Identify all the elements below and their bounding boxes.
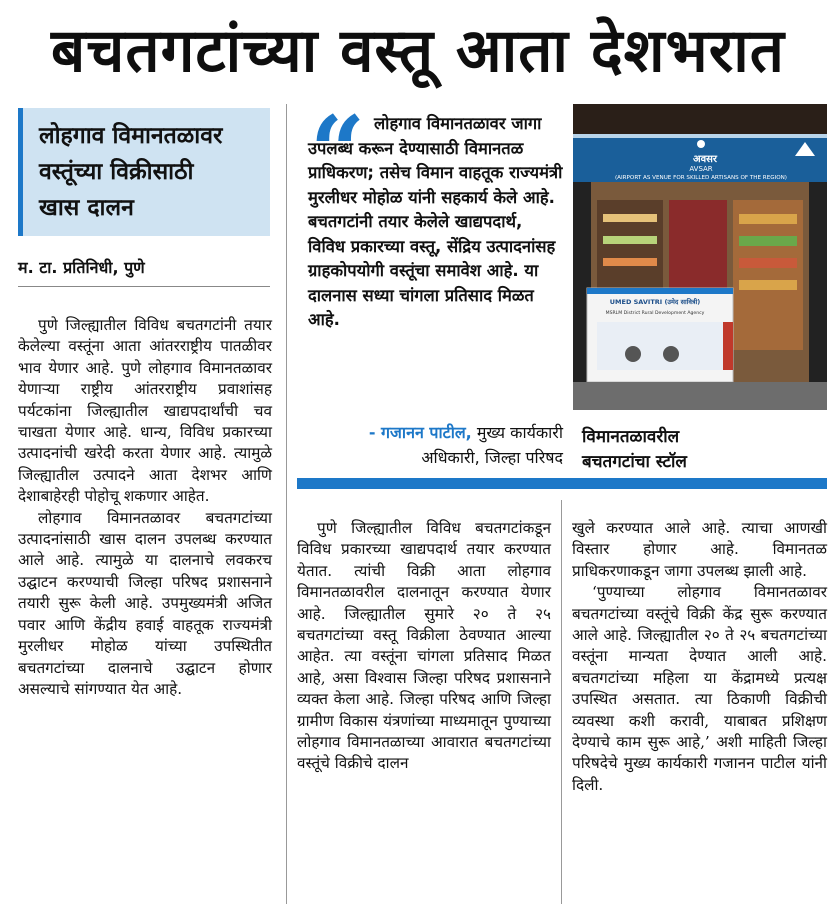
sign-brand: अवसर bbox=[692, 154, 718, 165]
photo-caption bbox=[582, 425, 827, 475]
quote-author: - गजानन पाटील, bbox=[368, 423, 472, 442]
paragraph: खुले करण्यात आले आहे. त्याचा आणखी विस्तार होणार आहे. विमानतळ प्राधिकरणाकडून जागा उपलब्ध झाली आहे. bbox=[572, 519, 827, 580]
subhead-line: खास दालन bbox=[39, 195, 134, 221]
headline: बचतगटांच्या वस्तू आता देशभरात bbox=[51, 16, 785, 86]
banner-sub: MSRLM District Rural Development Agency bbox=[605, 311, 705, 316]
sign-tagline: (AIRPORT AS VENUE FOR SKILLED ARTISANS OF THE REGION) bbox=[615, 175, 787, 181]
paragraph: ‘पुण्याच्या लोहगाव विमानतळावर बचतगटांच्या वस्तूंचे विक्री केंद्र सुरू करण्यात आले आहे. जिल्ह्यातील २० ते २५ बचतगटांच्या वस्तूंना मान्यता देण्यात आली आहे. बचतगटांच्या महिला या केंद्रामध्ये प्रत्यक्ष उपस्थित असतात. त्या ठिकाणी विक्रीची व्यवस्था कशी करावी, याबाबत प्रशिक्षण देण्याचे काम सुरू आहे,’ अशी माहिती जिल्हा परिषदेचे मुख्य कार्यकारी गजानन पाटील यांनी दिली. bbox=[572, 583, 827, 794]
subhead-box bbox=[18, 108, 270, 236]
section-rule bbox=[297, 478, 827, 489]
byline-rule bbox=[18, 286, 270, 287]
column-divider bbox=[286, 104, 287, 904]
subhead-line: वस्तूंच्या विक्रीसाठी bbox=[39, 159, 194, 185]
quote-mark-icon: “ bbox=[310, 95, 366, 208]
paragraph: लोहगाव विमानतळावर बचतगटांच्या उत्पादनांसाठी खास दालन उपलब्ध करण्यात आले आहे. त्यामुळे या दालनाचे लवकरच उद्घाटन करण्याची जिल्हा परिषद प्रशासनाने तयारी सुरू केली आहे. उपमुख्यमंत्री अजित पवार आणि केंद्रीय हवाई वाहतूक राज्यमंत्री मुरलीधर मोहोळ यांच्या उपस्थितीत बचतगटांच्या दालनाचे उद्घाटन होणार असल्याचे सांगण्यात येत आहे. bbox=[18, 508, 272, 698]
article-column-1 bbox=[18, 315, 272, 700]
paragraph: पुणे जिल्ह्यातील विविध बचतगटांनी तयार केलेल्या वस्तूंना आता आंतरराष्ट्रीय पातळीवर भाव येणार आहे. पुणे लोहगाव विमानतळावर येणाऱ्या राष्ट्रीय आंतरराष्ट्रीय प्रवाशांसह पर्यटकांना जिल्ह्यातील खाद्यपदार्थांची चव चाखता येणार आहे. धान्य, विविध प्रकारच्या उत्पादनांची खरेदी करता येणार आहे. त्यामुळे जिल्ह्यातील उत्पादने आता देशभर आणि देशाबाहेरही पोहोचू शकणार आहेत. bbox=[18, 316, 272, 506]
pull-quote: लोहगाव विमानतळावर जागा उपलब्ध करून देण्यासाठी विमानतळ प्राधिकरण; तसेच विमान वाहतूक राज्यमंत्री मुरलीधर मोहोळ यांनी सहकार्य केले आहे. बचतगटांनी तयार केलेले खाद्यपदार्थ, विविध प्रकारच्या वस्तू, सेंद्रिय उत्पादनांसह ग्राहकोपयोगी वस्तूंचा समावेश आहे. या दालनास सध्या चांगला प्रतिसाद मिळत आहे. bbox=[308, 114, 563, 329]
article-column-3 bbox=[572, 518, 827, 796]
subhead-line: लोहगाव विमानतळावर bbox=[39, 123, 223, 149]
stall-photo-illustration bbox=[573, 104, 827, 410]
sign-brand-en: AVSAR bbox=[689, 165, 713, 173]
caption-line: विमानतळावरील bbox=[582, 427, 680, 447]
caption-line: बचतगटांचा स्टॉल bbox=[582, 452, 687, 472]
column-divider bbox=[561, 500, 562, 904]
paragraph: पुणे जिल्ह्यातील विविध बचतगटांकडून विविध प्रकारच्या खाद्यपदार्थ तयार करण्यात येतात. त्यांची विक्री आता लोहगाव विमानतळावरील दालनातून करण्यात येणार आहे. जिल्ह्यातील सुमारे २० ते २५ बचतगटांच्या वस्तू विक्रीला ठेवण्यात आल्या आहेत. त्या वस्तूंना चांगला प्रतिसाद मिळत आहे, असा विश्वास जिल्हा परिषद प्रशासनाने व्यक्त केला आहे. जिल्हा परिषद आणि जिल्हा ग्रामीण विकास यंत्रणांच्या माध्यमातून पुण्याच्या लोहगाव विमानतळाच्या आवारात बचतगटांच्या वस्तूंचे विक्रीचे दालन bbox=[297, 519, 551, 773]
quote-title: मुख्य कार्यकारी bbox=[476, 423, 563, 442]
quote-attribution bbox=[300, 420, 563, 470]
byline: म. टा. प्रतिनिधी, पुणे bbox=[18, 258, 145, 277]
stall-photo bbox=[573, 104, 827, 410]
article-column-2 bbox=[297, 518, 551, 775]
quote-title: अधिकारी, जिल्हा परिषद bbox=[421, 448, 563, 467]
banner-title: UMED SAVITRI (उमेद सावित्री) bbox=[609, 298, 701, 306]
